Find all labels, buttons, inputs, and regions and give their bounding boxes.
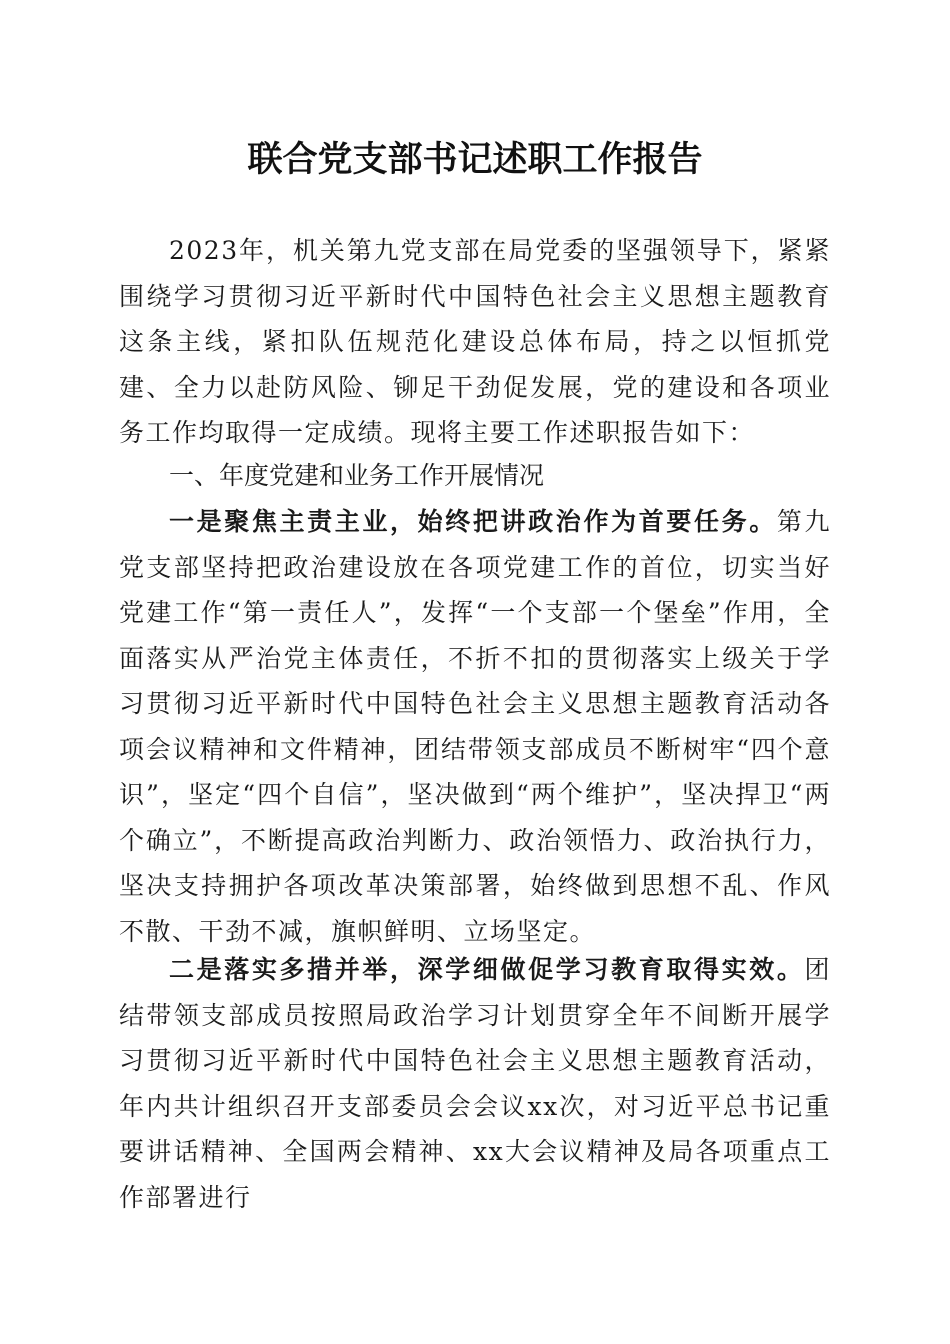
paragraph-2-body: 团结带领支部成员按照局政治学习计划贯穿全年不间断开展学习贯彻习近平新时代中国特色社会主义思想主题教育活动，年内共计组织召开支部委员会会议xx次，对习近平总书记重要讲话精神、全国两会精神、xx大会议精神及局各项重点工作部署进行 (119, 955, 831, 1212)
intro-paragraph: 2023年，机关第九党支部在局党委的坚强领导下，紧紧围绕学习贯彻习近平新时代中国特色社会主义思想主题教育这条主线，紧扣队伍规范化建设总体布局，持之以恒抓党建、全力以赴防风险、铆足干劲促发展，党的建设和各项业务工作均取得一定成绩。现将主要工作述职报告如下： (119, 236, 831, 447)
paragraph-2 (119, 947, 831, 1220)
paragraph-1-lead: 一是聚焦主责主业，始终把讲政治作为首要任务。 (169, 507, 777, 536)
paragraph-1 (119, 499, 831, 954)
section-heading: 一、年度党建和业务工作开展情况 (169, 461, 545, 490)
paragraph-1-body: 第九党支部坚持把政治建设放在各项党建工作的首位，切实当好党建工作“第一责任人”，发挥“一个支部一个堡垒”作用，全面落实从严治党主体责任，不折不扣的贯彻落实上级关于学习贯彻习近平新时代中国特色社会主义思想主题教育活动各项会议精神和文件精神，团结带领支部成员不断树牢“四个意识”，坚定“四个自信”，坚决做到“两个维护”，坚决捍卫“两个确立”，不断提高政治判断力、政治领悟力、政治执行力，坚决支持拥护各项改革决策部署，始终做到思想不乱、作风不散、干劲不减，旗帜鲜明、立场坚定。 (119, 507, 831, 946)
document-title: 联合党支部书记述职工作报告 (247, 139, 703, 180)
paragraph-2-lead: 二是落实多措并举，深学细做促学习教育取得实效。 (169, 955, 805, 984)
